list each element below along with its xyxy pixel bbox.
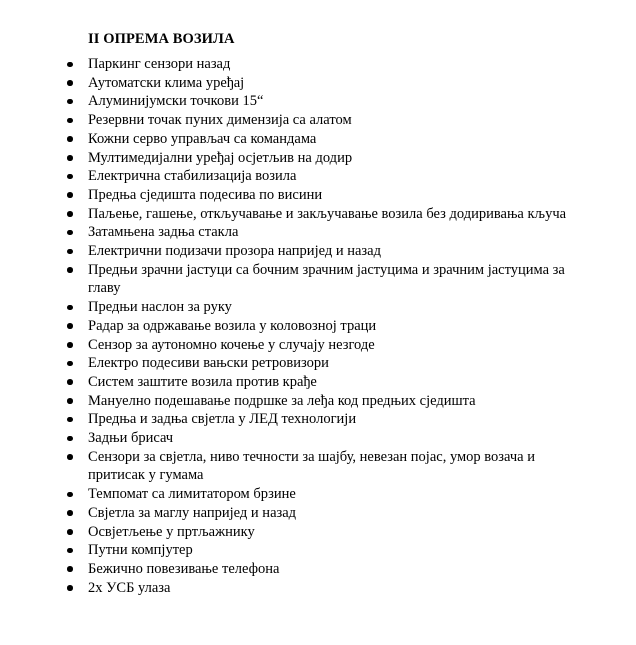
list-item-text: Паљење, гашење, откључавање и закључавање возила без додиривања кључа: [88, 205, 567, 222]
list-item: [0, 55, 600, 74]
list-item: [0, 410, 600, 429]
bullet-icon: [67, 510, 73, 516]
bullet-icon: [67, 529, 73, 535]
list-item: [0, 579, 600, 598]
list-item: [0, 223, 600, 242]
list-item-text: Предњи зрачни јастуци са бочним зрачним јастуцима и зрачним јастуцима за главу: [88, 261, 565, 297]
list-item: [0, 523, 600, 542]
bullet-icon: [67, 417, 73, 423]
bullet-icon: [67, 155, 73, 161]
bullet-icon: [67, 323, 73, 329]
list-item-text: Мануелно подешавање подршке за леђа код предњих сједишта: [88, 392, 476, 409]
list-item-text: Бежично повезивање телефона: [88, 560, 280, 577]
list-item: [0, 242, 600, 261]
list-item: [0, 392, 600, 411]
list-item-text: Паркинг сензори назад: [88, 56, 231, 72]
list-item-text: Резервни точак пуних димензија са алатом: [88, 112, 352, 129]
list-item-text: Мултимедијални уређај осјетљив на додир: [88, 149, 353, 166]
bullet-icon: [67, 99, 73, 105]
list-item: [0, 92, 600, 111]
list-item-text: Електрична стабилизација возила: [88, 168, 297, 185]
list-item: [0, 485, 600, 504]
bullet-icon: [67, 379, 73, 385]
list-item-text: Затамњена задња стакла: [88, 224, 239, 241]
bullet-icon: [67, 174, 73, 180]
bullet-icon: [67, 454, 73, 460]
list-item-text: Предња и задња свјетла у ЛЕД технологији: [88, 411, 357, 428]
bullet-icon: [67, 192, 73, 198]
list-item: [0, 298, 600, 317]
list-item-text: Алуминијумски точкови 15“: [88, 93, 264, 110]
list-item: [0, 373, 600, 392]
list-item-text: Предња сједишта подесива по висини: [88, 186, 323, 203]
list-item-text: Аутоматски клима уређај: [88, 74, 245, 91]
list-item-text: Темпомат са лимитатором брзине: [88, 486, 296, 503]
bullet-icon: [67, 118, 73, 124]
bullet-icon: [67, 230, 73, 236]
list-item-text: Систем заштите возила против крађе: [88, 373, 317, 390]
list-item-text: 2х УСБ улаза: [88, 579, 171, 596]
list-item: [0, 541, 600, 560]
bullet-icon: [67, 267, 73, 273]
list-item: [0, 336, 600, 355]
list-item-text: Радар за одржавање возила у коловозној траци: [88, 317, 377, 334]
list-item-text: Сензор за аутономно кочење у случају незгоде: [88, 336, 375, 353]
bullet-icon: [67, 492, 73, 498]
bullet-icon: [67, 398, 73, 404]
list-item: [0, 74, 600, 93]
bullet-icon: [67, 211, 73, 217]
list-item-text: Задњи брисач: [88, 430, 174, 447]
list-item-text: Путни компјутер: [88, 542, 193, 559]
list-item: [0, 111, 600, 130]
list-item-text: Електро подесиви вањски ретровизори: [88, 355, 329, 372]
list-item-text: Свјетла за маглу напријед и назад: [88, 504, 297, 521]
bullet-icon: [67, 136, 73, 142]
list-item: [0, 429, 600, 448]
list-item: [0, 504, 600, 523]
list-item-text: Предњи наслон за руку: [88, 299, 232, 316]
bullet-icon: [67, 548, 73, 554]
list-item: [0, 261, 600, 298]
bullet-icon: [67, 342, 73, 348]
list-item: [0, 317, 600, 336]
section-title: II ОПРЕМА ВОЗИЛА: [88, 31, 235, 47]
bullet-icon: [67, 80, 73, 86]
list-item: [0, 354, 600, 373]
list-item: [0, 205, 600, 224]
equipment-list: [0, 55, 600, 597]
list-item: [0, 448, 600, 485]
list-item: [0, 130, 600, 149]
bullet-icon: [67, 436, 73, 442]
bullet-icon: [67, 566, 73, 572]
list-item-text: Кожни серво управљач са командама: [88, 130, 317, 147]
list-item: [0, 167, 600, 186]
list-item-text: Сензори за свјетла, ниво течности за шајбу, невезан појас, умор возача и притисак у гумама: [88, 448, 536, 484]
bullet-icon: [67, 62, 73, 68]
bullet-icon: [67, 249, 73, 255]
bullet-icon: [67, 585, 73, 591]
list-item: [0, 560, 600, 579]
list-item-text: Електрични подизачи прозора напријед и назад: [88, 243, 381, 260]
bullet-icon: [67, 361, 73, 367]
list-item: [0, 149, 600, 168]
list-item-text: Освјетљење у пртљажнику: [88, 523, 255, 540]
list-item: [0, 186, 600, 205]
bullet-icon: [67, 305, 73, 311]
